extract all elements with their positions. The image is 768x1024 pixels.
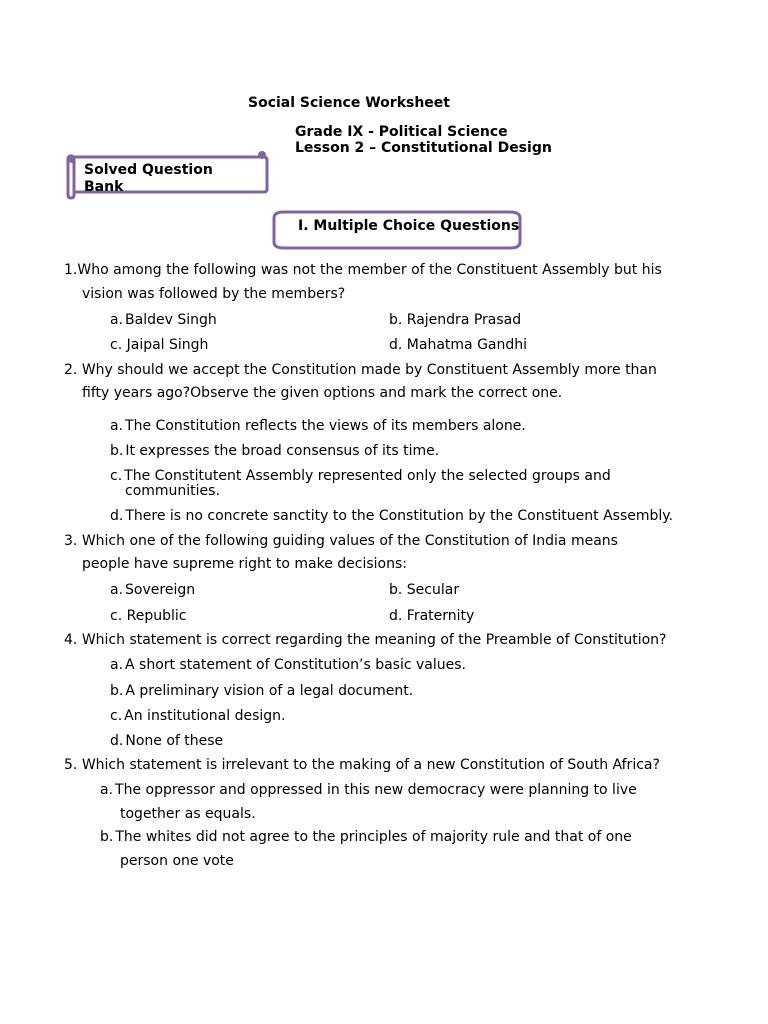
option-5a <box>100 782 637 798</box>
option-key: b. <box>389 582 403 598</box>
option-4c <box>110 708 285 724</box>
question-4 <box>64 632 666 648</box>
option-4a <box>110 657 466 673</box>
question-text: Who among the following was not the member of the Constituent Assembly but his <box>77 262 662 278</box>
option-key: d. <box>110 733 124 749</box>
question-number: 3. <box>64 533 78 549</box>
option-3d <box>389 608 474 624</box>
option-text: A short statement of Constitution’s basic values. <box>125 657 467 673</box>
option-2b <box>110 443 439 459</box>
worksheet-title: Social Science Worksheet <box>248 95 450 111</box>
option-key: c. <box>110 608 123 624</box>
question-number: 2. <box>64 362 78 378</box>
option-text: Mahatma Gandhi <box>406 337 528 353</box>
question-1 <box>64 262 662 278</box>
option-key: d. <box>389 608 403 624</box>
option-key: c. <box>110 708 123 724</box>
option-3c <box>110 608 186 624</box>
option-key: c. <box>110 337 123 353</box>
option-key: a. <box>100 782 114 798</box>
question-3-cont: people have supreme right to make decisions: <box>82 556 407 572</box>
option-5a-cont: together as equals. <box>120 806 256 822</box>
option-key: a. <box>110 418 124 434</box>
option-text: The Constitutent Assembly represented only the selected groups and <box>124 468 611 484</box>
question-1-cont: vision was followed by the members? <box>82 286 346 302</box>
question-2-cont: fifty years ago?Observe the given options and mark the correct one. <box>82 385 563 401</box>
option-3b <box>389 582 459 598</box>
option-text: The whites did not agree to the principles of majority rule and that of one <box>115 829 632 845</box>
banner-label-line1: Solved Question <box>84 162 213 178</box>
lesson-subtitle: Lesson 2 – Constitutional Design <box>295 140 552 156</box>
option-1d <box>389 337 527 353</box>
option-1c <box>110 337 208 353</box>
option-key: b. <box>110 443 124 459</box>
option-3a <box>110 582 195 598</box>
option-key: a. <box>110 657 124 673</box>
option-key: c. <box>110 468 123 484</box>
banner-label-line2: Bank <box>84 179 124 195</box>
question-number: 1. <box>64 262 78 278</box>
option-text: There is no concrete sanctity to the Constitution by the Constituent Assembly. <box>125 508 674 524</box>
option-key: a. <box>110 582 124 598</box>
banner-label <box>84 162 213 196</box>
question-2 <box>64 362 657 378</box>
option-text: None of these <box>125 733 224 749</box>
option-text: The Constitution reflects the views of its members alone. <box>125 418 526 434</box>
option-key: b. <box>100 829 114 845</box>
option-text: A preliminary vision of a legal document. <box>125 683 414 699</box>
option-4d <box>110 733 223 749</box>
option-2a <box>110 418 526 434</box>
option-1b <box>389 312 521 328</box>
question-number: 5. <box>64 757 78 773</box>
question-3 <box>64 533 618 549</box>
option-1a <box>110 312 217 328</box>
question-5 <box>64 757 660 773</box>
question-number: 4. <box>64 632 78 648</box>
section-heading: I. Multiple Choice Questions <box>298 218 520 234</box>
option-text: Rajendra Prasad <box>406 312 522 328</box>
question-text: Which one of the following guiding values of the Constitution of India means <box>81 533 618 549</box>
option-text: It expresses the broad consensus of its time. <box>125 443 440 459</box>
question-text: Which statement is correct regarding the meaning of the Preamble of Constitution? <box>81 632 667 648</box>
option-key: d. <box>389 337 403 353</box>
option-text: Republic <box>126 608 187 624</box>
option-text: Baldev Singh <box>125 312 217 328</box>
option-4b <box>110 683 413 699</box>
question-text: Why should we accept the Constitution made by Constituent Assembly more than <box>81 362 657 378</box>
option-key: d. <box>110 508 124 524</box>
option-key: b. <box>110 683 124 699</box>
option-text: Fraternity <box>406 608 475 624</box>
option-key: b. <box>389 312 403 328</box>
grade-subtitle: Grade IX - Political Science <box>295 124 508 140</box>
question-text: Which statement is irrelevant to the making of a new Constitution of South Africa? <box>81 757 660 773</box>
option-5b-cont: person one vote <box>120 853 234 869</box>
option-2c <box>110 468 611 484</box>
option-text: Sovereign <box>125 582 196 598</box>
option-key: a. <box>110 312 124 328</box>
option-2c-cont: communities. <box>125 483 220 499</box>
option-text: Jaipal Singh <box>126 337 209 353</box>
option-text: An institutional design. <box>124 708 286 724</box>
option-5b <box>100 829 632 845</box>
option-text: Secular <box>406 582 460 598</box>
option-2d <box>110 508 673 524</box>
option-text: The oppressor and oppressed in this new democracy were planning to live <box>115 782 637 798</box>
